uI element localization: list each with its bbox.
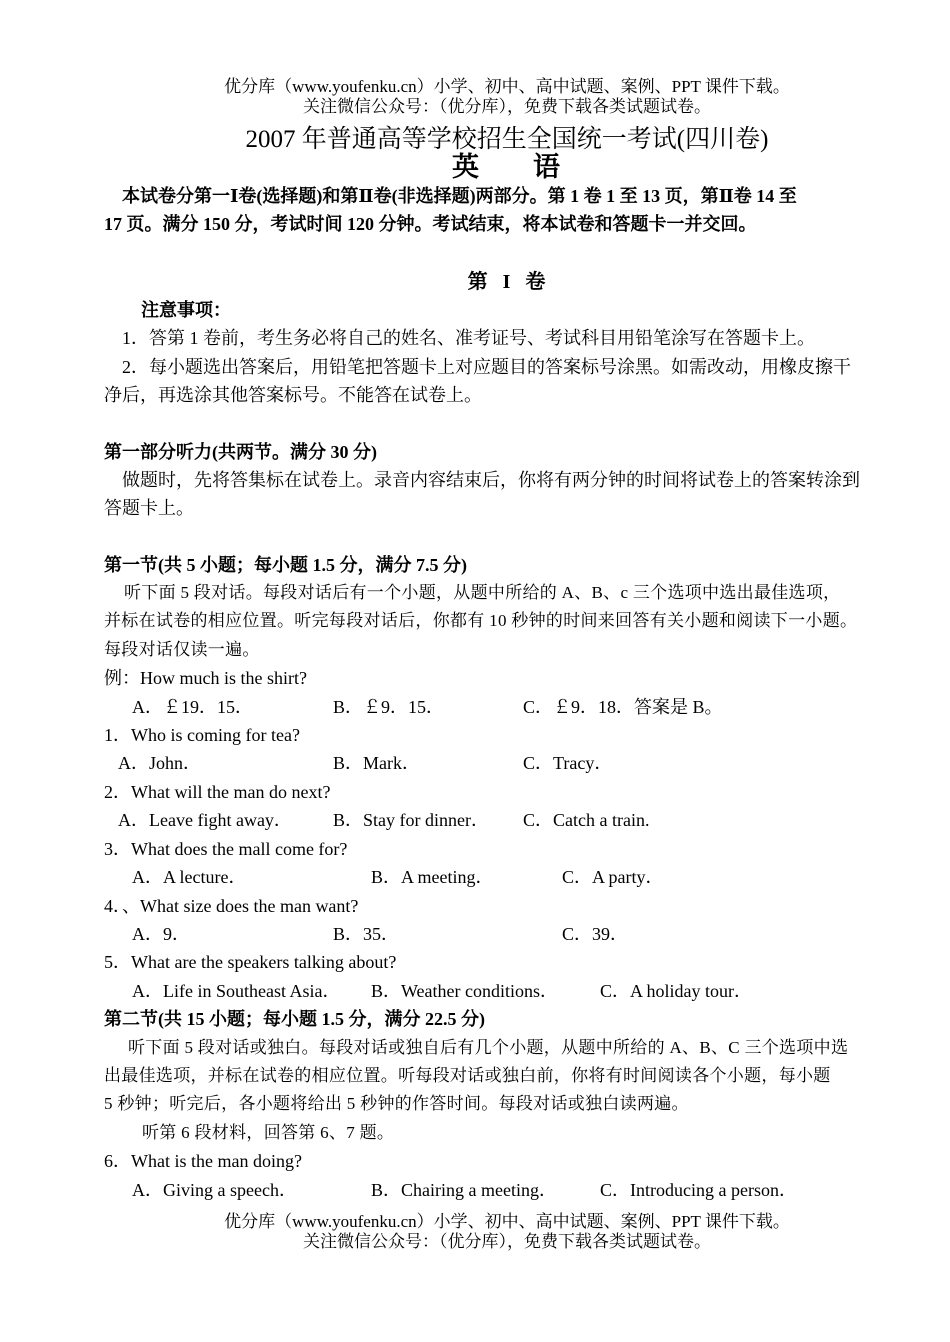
- section2-desc-line-2: 出最佳选项，并标在试卷的相应位置。听每段对话或独白前，你将有时间阅读各个小题，每小题: [104, 1066, 831, 1085]
- subject-char-1: 英: [452, 152, 481, 182]
- part1-desc-line-2: 答题卡上。: [104, 498, 194, 518]
- section2-heading: 第二节(共 15 小题；每小题 1.5 分，满分 22.5 分): [104, 1009, 485, 1029]
- example-option-b: B．￡9．15．: [333, 697, 445, 717]
- section2-desc-line-1: 听下面 5 段对话或独白。每段对话或独自后有几个小题，从题中所给的 A、B、C 三个选项中选: [128, 1038, 849, 1057]
- notice-item-1: 1．答第 1 卷前，考生务必将自己的姓名、准考证号、考试科目用铅笔涂写在答题卡上。: [122, 328, 815, 348]
- section2-desc-line-3: 5 秒钟；听完后，各小题将给出 5 秒钟的作答时间。每段对话或独白读两遍。: [104, 1094, 689, 1113]
- question-6-option-c: C．Introducing a person．: [600, 1180, 797, 1200]
- exam-intro-line-2: 17 页。满分 150 分，考试时间 120 分钟。考试结束，将本试卷和答题卡一并交回。: [104, 214, 757, 234]
- question-1-option-b: B．Mark．: [333, 753, 420, 773]
- section1-desc-line-2: 并标在试卷的相应位置。听完每段对话后，你都有 10 秒钟的时间来回答有关小题和阅读下一小题。: [104, 611, 858, 630]
- notice-item-2-line-1: 2．每小题选出答案后，用铅笔把答题卡上对应题目的答案标号涂黑。如需改动，用橡皮擦干: [122, 357, 851, 377]
- question-1-option-c: C．Tracy．: [523, 753, 613, 773]
- exam-subject: [0, 152, 950, 182]
- question-6: 6．What is the man doing?: [104, 1151, 302, 1171]
- volume-title: [0, 269, 950, 295]
- question-5-option-b: B．Weather conditions．: [371, 981, 559, 1001]
- question-2-option-c: C．Catch a train.: [523, 810, 650, 830]
- question-3-option-b: B．A meeting．: [371, 867, 494, 887]
- question-6-option-a: A．Giving a speech．: [132, 1180, 297, 1200]
- part1-desc-line-1: 做题时，先将答集标在试卷上。录音内容结束后，你将有两分钟的时间将试卷上的答案转涂到: [122, 470, 860, 490]
- example-option-a: A．￡19．15．: [132, 697, 253, 717]
- question-3-option-c: C．A party．: [562, 867, 664, 887]
- example-option-c: C．￡9．18．答案是 B。: [523, 697, 723, 717]
- question-4-option-a: A．9．: [132, 924, 190, 944]
- question-4-option-b: B．35．: [333, 924, 400, 944]
- question-1-option-a: A．John．: [118, 753, 202, 773]
- volume-title-left: 第: [467, 271, 489, 293]
- section1-heading: 第一节(共 5 小题；每小题 1.5 分，满分 7.5 分): [104, 555, 467, 575]
- header-line-2: 关注微信公众号：（优分库），免费下载各类试题试卷。: [303, 97, 711, 116]
- question-2-option-a: A．Leave fight away．: [118, 810, 292, 830]
- question-2-option-b: B．Stay for dinner．: [333, 810, 489, 830]
- question-3: 3．What does the mall come for?: [104, 839, 348, 859]
- question-6-option-b: B．Chairing a meeting．: [371, 1180, 557, 1200]
- volume-title-mid: I: [502, 271, 512, 293]
- question-4: 4．、What size does the man want?: [104, 896, 359, 916]
- section1-desc-line-1: 听下面 5 段对话。每段对话后有一个小题，从题中所给的 A、B、c 三个选项中选出最佳选项，: [124, 583, 841, 602]
- exam-intro-line-1: 本试卷分第一Ⅰ卷(选择题)和第Ⅱ卷(非选择题)两部分。第 1 卷 1 至 13 页，第Ⅱ卷 14 至: [122, 186, 797, 206]
- question-5-option-a: A．Life in Southeast Asia．: [132, 981, 341, 1001]
- volume-title-right: 卷: [525, 271, 547, 293]
- question-5: 5．What are the speakers talking about?: [104, 952, 397, 972]
- subject-char-2: 语: [533, 152, 562, 182]
- notice-item-2-line-2: 净后，再选涂其他答案标号。不能答在试卷上。: [104, 385, 482, 405]
- footer-line-1: 优分库（www.youfenku.cn）小学、初中、高中试题、案例、PPT 课件下载。: [224, 1212, 790, 1231]
- question-2: 2．What will the man do next?: [104, 782, 331, 802]
- exam-title: 2007 年普通高等学校招生全国统一考试(四川卷): [245, 126, 769, 153]
- question-4-option-c: C．39．: [562, 924, 629, 944]
- header-line-1: 优分库（www.youfenku.cn）小学、初中、高中试题、案例、PPT 课件下载。: [224, 77, 790, 96]
- question-5-option-c: C．A holiday tour．: [600, 981, 752, 1001]
- question-1: 1．Who is coming for tea?: [104, 725, 300, 745]
- question-3-option-a: A．A lecture．: [132, 867, 247, 887]
- footer-line-2: 关注微信公众号：（优分库），免费下载各类试题试卷。: [303, 1232, 711, 1251]
- material-6-note: 听第 6 段材料，回答第 6、7 题。: [142, 1123, 395, 1142]
- part1-heading: 第一部分听力(共两节。满分 30 分): [104, 442, 377, 462]
- example-question: 例：How much is the shirt?: [104, 668, 307, 688]
- notice-label: 注意事项：: [141, 300, 231, 320]
- section1-desc-line-3: 每段对话仅读一遍。: [104, 640, 260, 659]
